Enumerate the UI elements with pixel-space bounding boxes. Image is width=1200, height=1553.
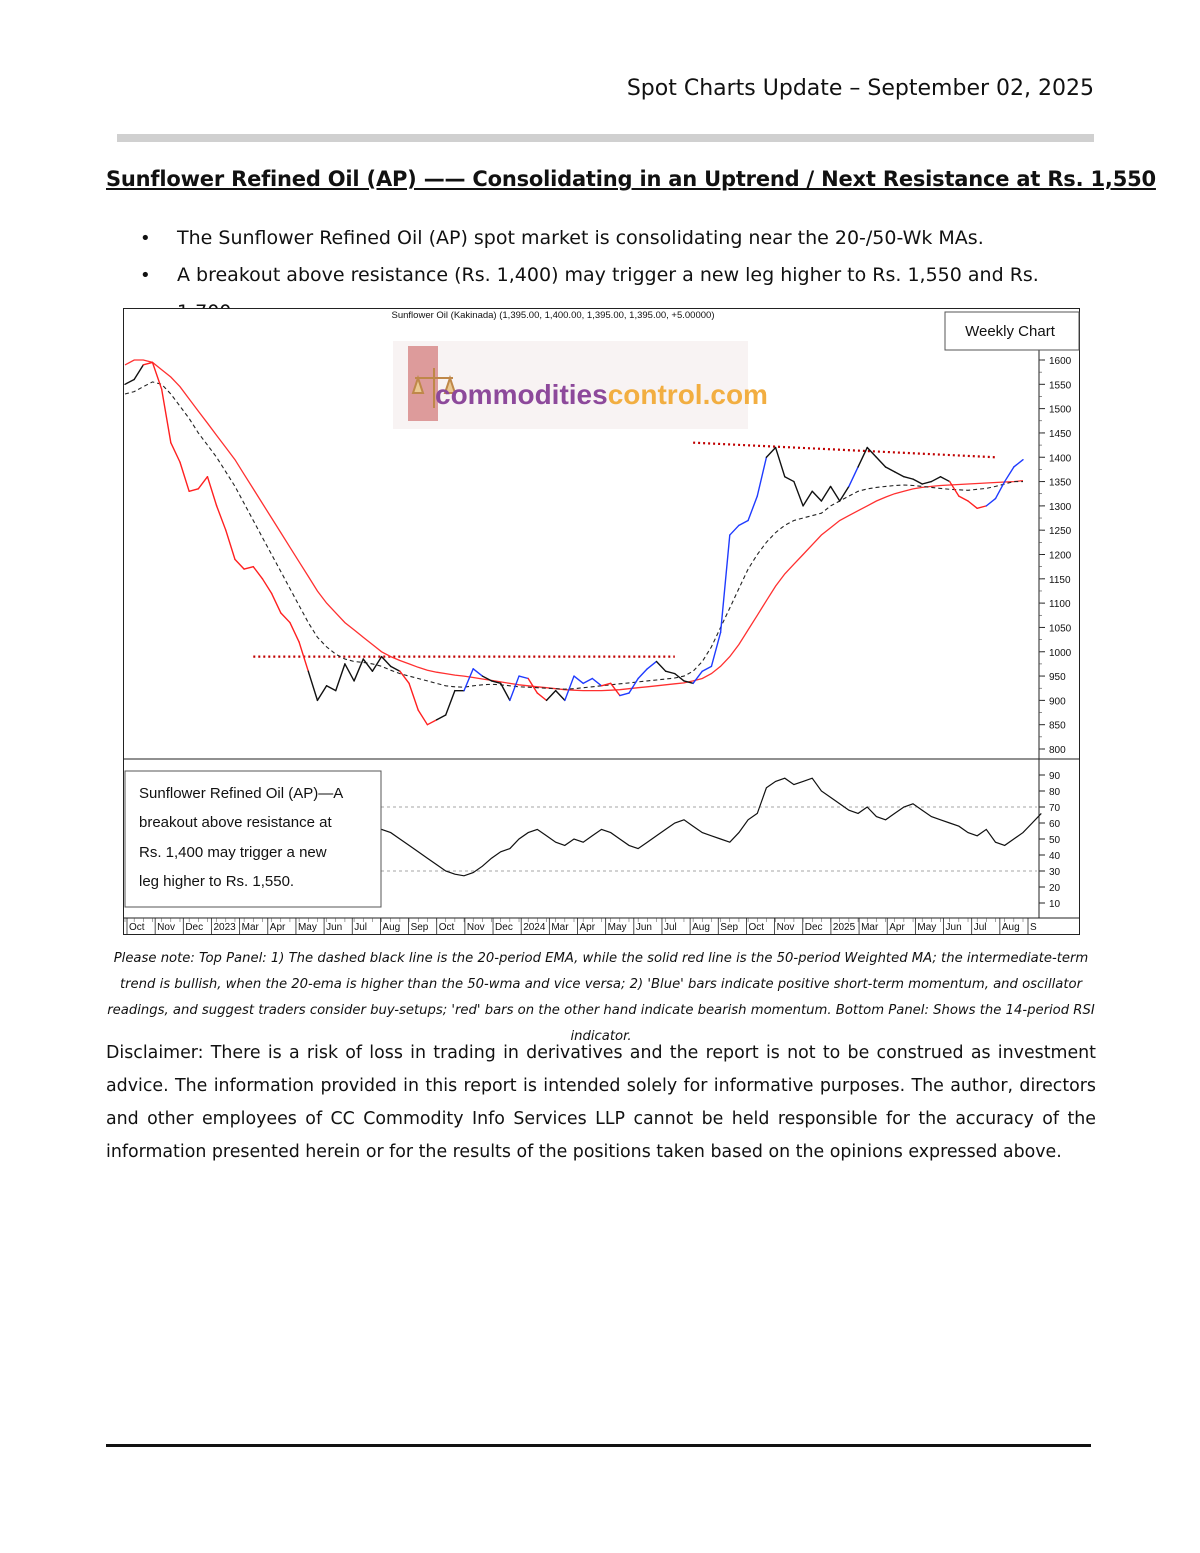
time-tick-label: Nov xyxy=(466,922,485,933)
time-tick-label: May xyxy=(917,922,937,933)
callout-line: Rs. 1,400 may trigger a new xyxy=(139,844,327,861)
time-tick-label: Jul xyxy=(663,922,677,933)
time-tick-label: Nov xyxy=(157,922,175,933)
section-title: Sunflower Refined Oil (AP) —— Consolidating in an Uptrend / Next Resistance at Rs. 1,550 xyxy=(106,167,1156,191)
logo-text xyxy=(435,379,768,410)
time-tick-label: Jun xyxy=(635,922,652,933)
callout-line: leg higher to Rs. 1,550. xyxy=(139,873,295,890)
time-tick-label: Aug xyxy=(1001,922,1020,933)
time-tick-label: Dec xyxy=(804,922,823,933)
time-tick-label: Sep xyxy=(720,922,739,933)
logo-text-a: commodities xyxy=(435,379,608,410)
price-tick-label: 950 xyxy=(1049,672,1066,684)
bullet-item: • A breakout above resistance (Rs. 1,400) may trigger a new leg higher to Rs. 1,550 and Rs. xyxy=(140,257,1100,331)
price-tick-label: 1400 xyxy=(1049,453,1072,465)
time-tick-label: Dec xyxy=(185,922,204,933)
price-tick-label: 1050 xyxy=(1049,623,1072,635)
price-tick-label: 1000 xyxy=(1049,647,1072,659)
time-tick-label: Aug xyxy=(382,922,401,933)
price-tick-label: 1200 xyxy=(1049,550,1072,562)
bullet-item: • The Sunflower Refined Oil (AP) spot market is consolidating near the 20-/50-Wk MAs. xyxy=(140,220,1100,257)
disclaimer: Disclaimer: There is a risk of loss in trading in derivatives and the report is not to be construed as investment advice. The information provided in this report is intended solely for informative purposes. The author, directors and other employees of CC Commodity Info Services LLP cannot be held responsible for the accuracy of the information presented herein or for the results of the positions taken based on the opinions expressed above. xyxy=(106,1043,1096,1162)
time-tick-label: Mar xyxy=(551,922,569,933)
price-tick-label: 1500 xyxy=(1049,404,1072,416)
time-tick-label: May xyxy=(607,922,627,933)
time-tick-label: Aug xyxy=(692,922,710,933)
chart-title: Sunflower Oil (Kakinada) (1,395.00, 1,400.00, 1,395.00, 1,395.00, +5.00000) xyxy=(391,310,715,321)
price-tick-label: 1250 xyxy=(1049,526,1072,538)
time-tick-label: Mar xyxy=(861,922,879,933)
price-tick-label: 1600 xyxy=(1049,356,1072,367)
rsi-tick-label: 40 xyxy=(1049,851,1061,862)
time-tick-label: Oct xyxy=(748,922,764,933)
price-tick-label: 900 xyxy=(1049,696,1066,708)
price-tick-label: 800 xyxy=(1049,745,1066,756)
rsi-tick-label: 10 xyxy=(1049,899,1061,910)
price-tick-label: 1550 xyxy=(1049,380,1072,392)
header-rule xyxy=(117,134,1094,142)
time-tick-label: Jul xyxy=(973,922,987,933)
time-tick-label: Mar xyxy=(241,922,259,933)
time-tick-label: Sep xyxy=(410,922,429,933)
time-tick-label: Jun xyxy=(326,922,343,933)
callout-line: Sunflower Refined Oil (AP)—A xyxy=(139,785,344,802)
price-chart xyxy=(123,308,1081,936)
time-tick-label: Oct xyxy=(438,922,455,933)
time-tick-label: Nov xyxy=(776,922,795,933)
header-title: Spot Charts Update – September 02, 2025 xyxy=(626,76,1094,101)
footer-rule xyxy=(106,1444,1091,1447)
time-tick-label: 2025 xyxy=(832,922,856,933)
rsi-tick-label: 80 xyxy=(1049,787,1061,798)
chart-note: Please note: Top Panel: 1) The dashed black line is the 20-period EMA, while the solid red line is the 50-period Weighted MA; the intermediate-term trend is bullish, when the 20-ema is higher than the 50-wma and vice versa; 2) 'Blue' bars indicate positive short-term momentum, and oscillator readings, and suggest traders consider buy-setups; 'red' bars on the other hand indicate bearish momentum. Bottom Panel: Shows the 14-period RSI indicator. xyxy=(107,951,1095,1044)
rsi-tick-label: 60 xyxy=(1049,819,1061,830)
price-tick-label: 1350 xyxy=(1049,477,1072,489)
weekly-chart-label: Weekly Chart xyxy=(965,323,1055,340)
callout-line: breakout above resistance at xyxy=(139,814,332,831)
price-tick-label: 1100 xyxy=(1049,599,1071,611)
rsi-tick-label: 50 xyxy=(1049,835,1061,846)
time-tick-label: Apr xyxy=(269,922,286,933)
price-tick-label: 1150 xyxy=(1049,574,1071,586)
time-tick-label: S xyxy=(1030,922,1037,933)
logo-watermark xyxy=(393,341,768,429)
rsi-tick-label: 30 xyxy=(1049,867,1061,878)
time-tick-label: 2024 xyxy=(523,922,546,933)
rsi-tick-label: 20 xyxy=(1049,883,1061,894)
price-tick-label: 850 xyxy=(1049,720,1066,732)
time-tick-label: May xyxy=(297,922,317,933)
time-tick-label: Jun xyxy=(945,922,962,933)
rsi-tick-label: 70 xyxy=(1049,803,1061,814)
time-tick-label: Apr xyxy=(889,922,905,933)
price-tick-label: 1300 xyxy=(1049,501,1072,513)
time-tick-label: Jul xyxy=(354,922,368,933)
time-tick-label: Oct xyxy=(129,922,145,933)
price-tick-label: 1450 xyxy=(1049,428,1072,440)
time-tick-label: 2023 xyxy=(213,922,236,933)
time-tick-label: Dec xyxy=(495,922,513,933)
logo-text-b: control.com xyxy=(607,379,768,410)
time-tick-label: Apr xyxy=(579,922,596,933)
price-chart-svg xyxy=(123,308,1081,936)
rsi-tick-label: 90 xyxy=(1049,771,1061,782)
